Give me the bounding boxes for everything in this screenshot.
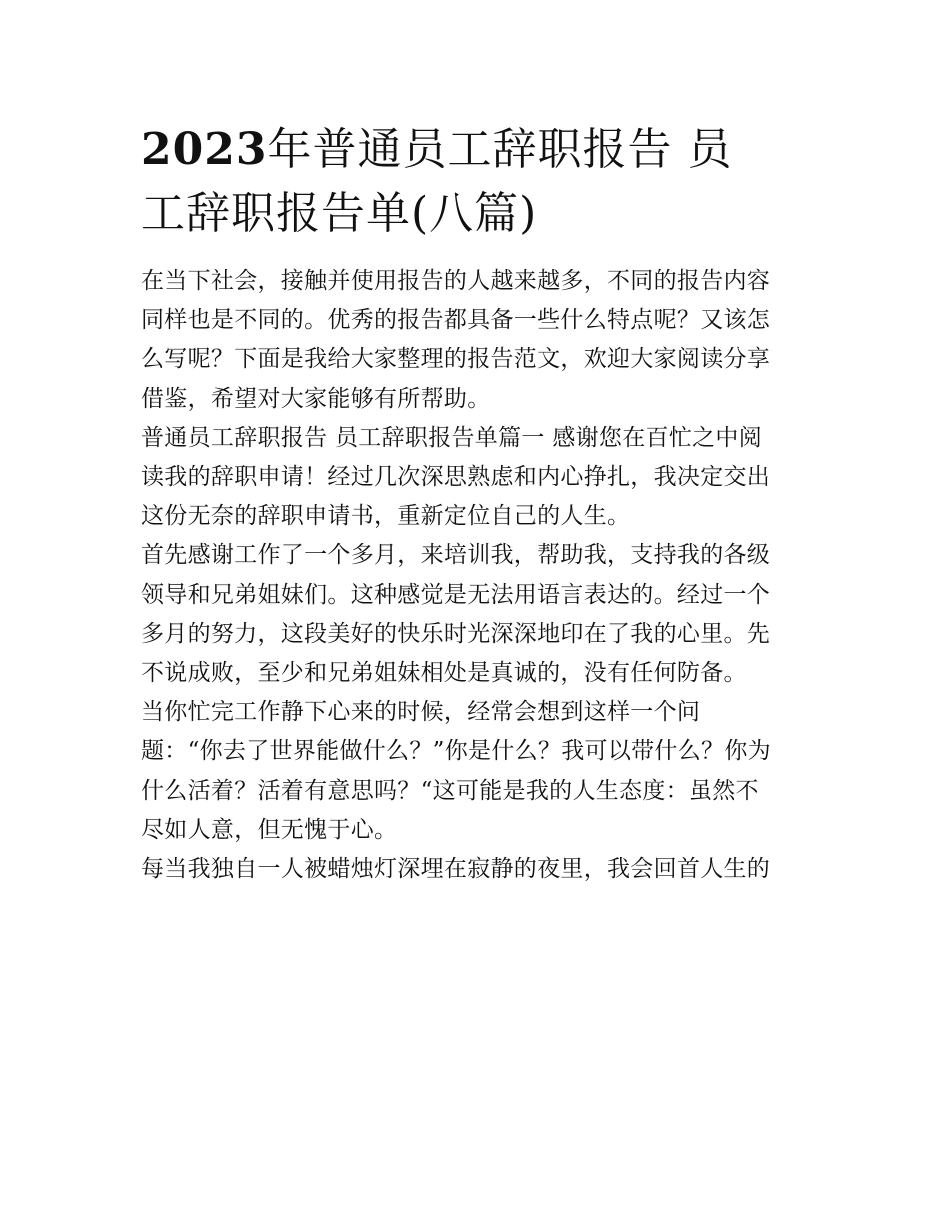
paragraph-line: 当你忙完工作静下心来的时候，经常会想到这样一个问	[141, 699, 701, 726]
paragraph-intro	[141, 262, 813, 419]
document-body	[141, 118, 813, 889]
paragraph-line: 读我的辞职申请！经过几次深思熟虑和内心挣扎，我决定交出	[141, 464, 771, 491]
paragraph-section-one	[141, 419, 813, 537]
paragraph-line: 题：“你去了世界能做什么？”你是什么？我可以带什么？你为	[141, 738, 771, 765]
paragraph-line: 么写呢？下面是我给大家整理的报告范文，欢迎大家阅读分享	[141, 346, 771, 373]
paragraph-line: 每当我独自一人被蜡烛灯深埋在寂静的夜里，我会回首人生的	[141, 856, 771, 883]
paragraph-line: 这份无奈的辞职申请书，重新定位自己的人生。	[141, 503, 631, 530]
paragraph-reflection	[141, 693, 813, 850]
document-title	[141, 118, 813, 246]
title-year: 2023	[141, 124, 268, 175]
paragraph-line: 多月的努力，这段美好的快乐时光深深地印在了我的心里。先	[141, 620, 771, 647]
paragraph-line: 首先感谢工作了一个多月，来培训我，帮助我，支持我的各级	[141, 542, 771, 569]
title-line-1	[141, 118, 813, 182]
paragraph-line: 什么活着？活着有意思吗？“这可能是我的人生态度：虽然不	[141, 777, 759, 804]
paragraph-line: 借鉴，希望对大家能够有所帮助。	[141, 385, 491, 412]
paragraph-line: 不说成败，至少和兄弟姐妹相处是真诚的，没有任何防备。	[141, 660, 747, 687]
title-line-2: 工辞职报告单(八篇)	[141, 188, 538, 239]
title-line-1-text: 年普通员工辞职报告 员	[267, 124, 733, 175]
paragraph-line: 在当下社会，接触并使用报告的人越来越多，不同的报告内容	[141, 268, 771, 294]
paragraph-line: 普通员工辞职报告 员工辞职报告单篇一 感谢您在百忙之中阅	[141, 424, 763, 451]
paragraph-line: 领导和兄弟姐妹们。这种感觉是无法用语言表达的。经过一个	[141, 581, 771, 608]
paragraph-line: 尽如人意，但无愧于心。	[141, 816, 398, 843]
paragraph-line: 同样也是不同的。优秀的报告都具备一些什么特点呢？又该怎	[141, 307, 771, 334]
paragraph-thanks	[141, 536, 813, 693]
paragraph-night	[141, 850, 813, 889]
